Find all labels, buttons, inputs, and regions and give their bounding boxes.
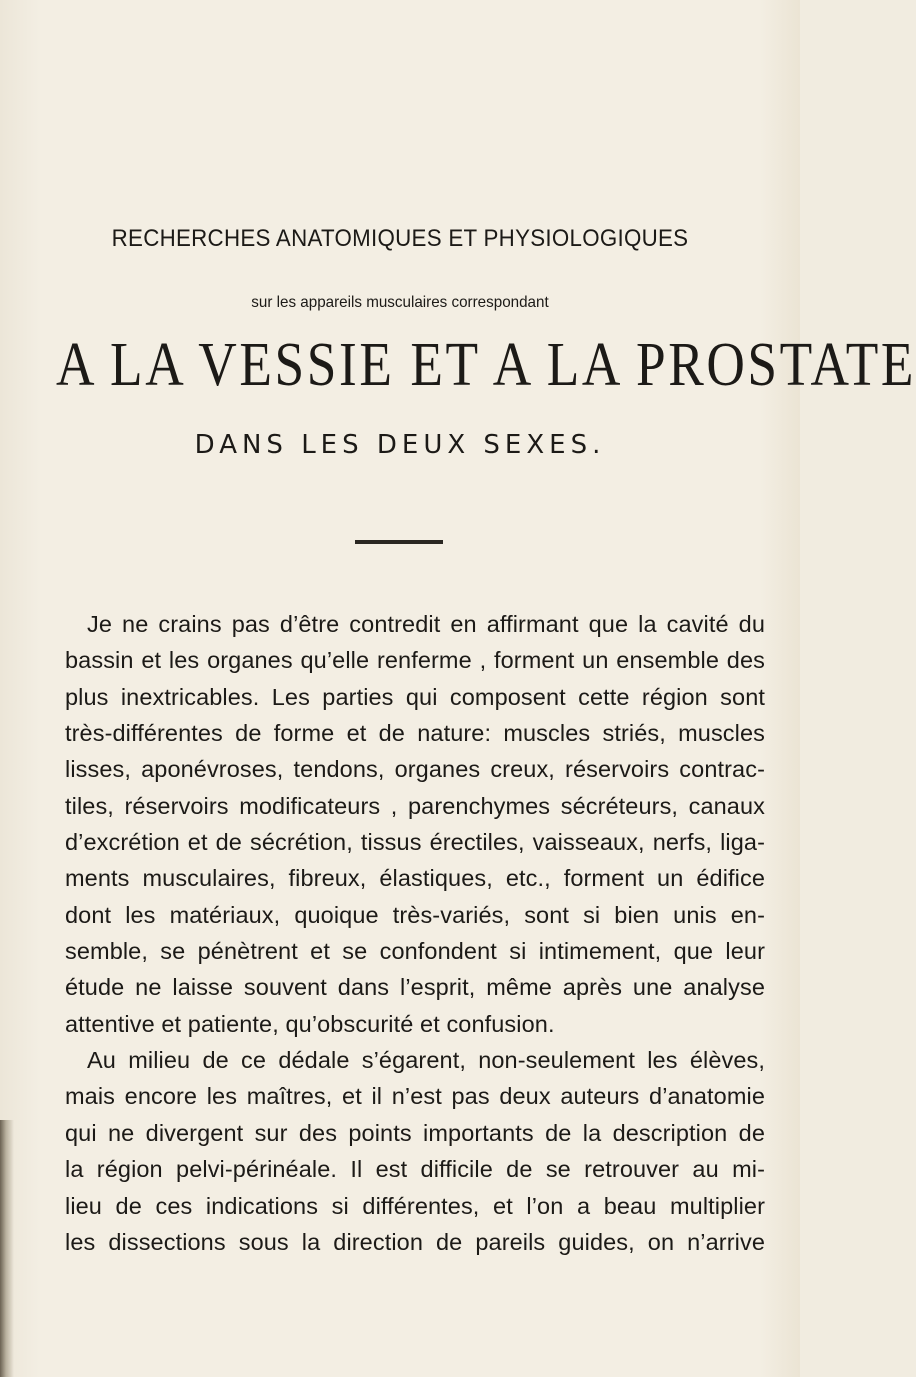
main-title-continuation: DANS LES DEUX SEXES. (194, 430, 606, 460)
text-line: plus inextricables. Les parties qui composent cette région sont (65, 683, 765, 710)
body-paragraphs (65, 606, 765, 1260)
text-line: étude ne laisse souvent dans l’esprit, même après une analyse (65, 974, 765, 1001)
text-line: Au milieu de ce dédale s’égarent, non-seulement les élèves, (87, 1047, 765, 1074)
header-subtitle: sur les appareils musculaires correspondant (251, 294, 549, 311)
page-edge-shadow (0, 1120, 14, 1377)
text-line: très-différentes de forme et de nature: muscles striés, muscles (65, 720, 765, 747)
main-title: A LA VESSIE ET A LA PROSTATE (56, 331, 916, 399)
text-line: lisses, aponévroses, tendons, organes creux, réservoirs contrac- (65, 756, 765, 783)
text-line: semble, se pénètrent et se confondent si intimement, que leur (65, 938, 765, 965)
text-line: d’excrétion et de sécrétion, tissus érectiles, vaisseaux, nerfs, liga- (65, 829, 765, 856)
header-title: RECHERCHES ANATOMIQUES ET PHYSIOLOGIQUES (111, 225, 689, 252)
text-line: les dissections sous la direction de pareils guides, on n’arrive (65, 1228, 765, 1255)
text-line: lieu de ces indications si différentes, et l’on a beau multiplier (65, 1192, 765, 1219)
decorative-rule (355, 540, 443, 544)
text-line: ments musculaires, fibreux, élastiques, etc., forment un édifice (65, 865, 765, 892)
text-line: attentive et patiente, qu’obscurité et confusion. (65, 1010, 555, 1037)
text-line: dont les matériaux, quoique très-variés, sont si bien unis en- (65, 901, 765, 928)
text-line: tiles, réservoirs modificateurs , parenchymes sécréteurs, canaux (65, 792, 765, 819)
text-line: qui ne divergent sur des points importants de la description de (65, 1119, 765, 1146)
text-line: Je ne crains pas d’être contredit en affirmant que la cavité du (87, 611, 765, 637)
text-line: la région pelvi-périnéale. Il est difficile de se retrouver au mi- (65, 1156, 765, 1183)
text-line: bassin et les organes qu’elle renferme , forment un ensemble des (65, 647, 765, 674)
text-line: mais encore les maîtres, et il n’est pas deux auteurs d’anatomie (65, 1083, 765, 1110)
